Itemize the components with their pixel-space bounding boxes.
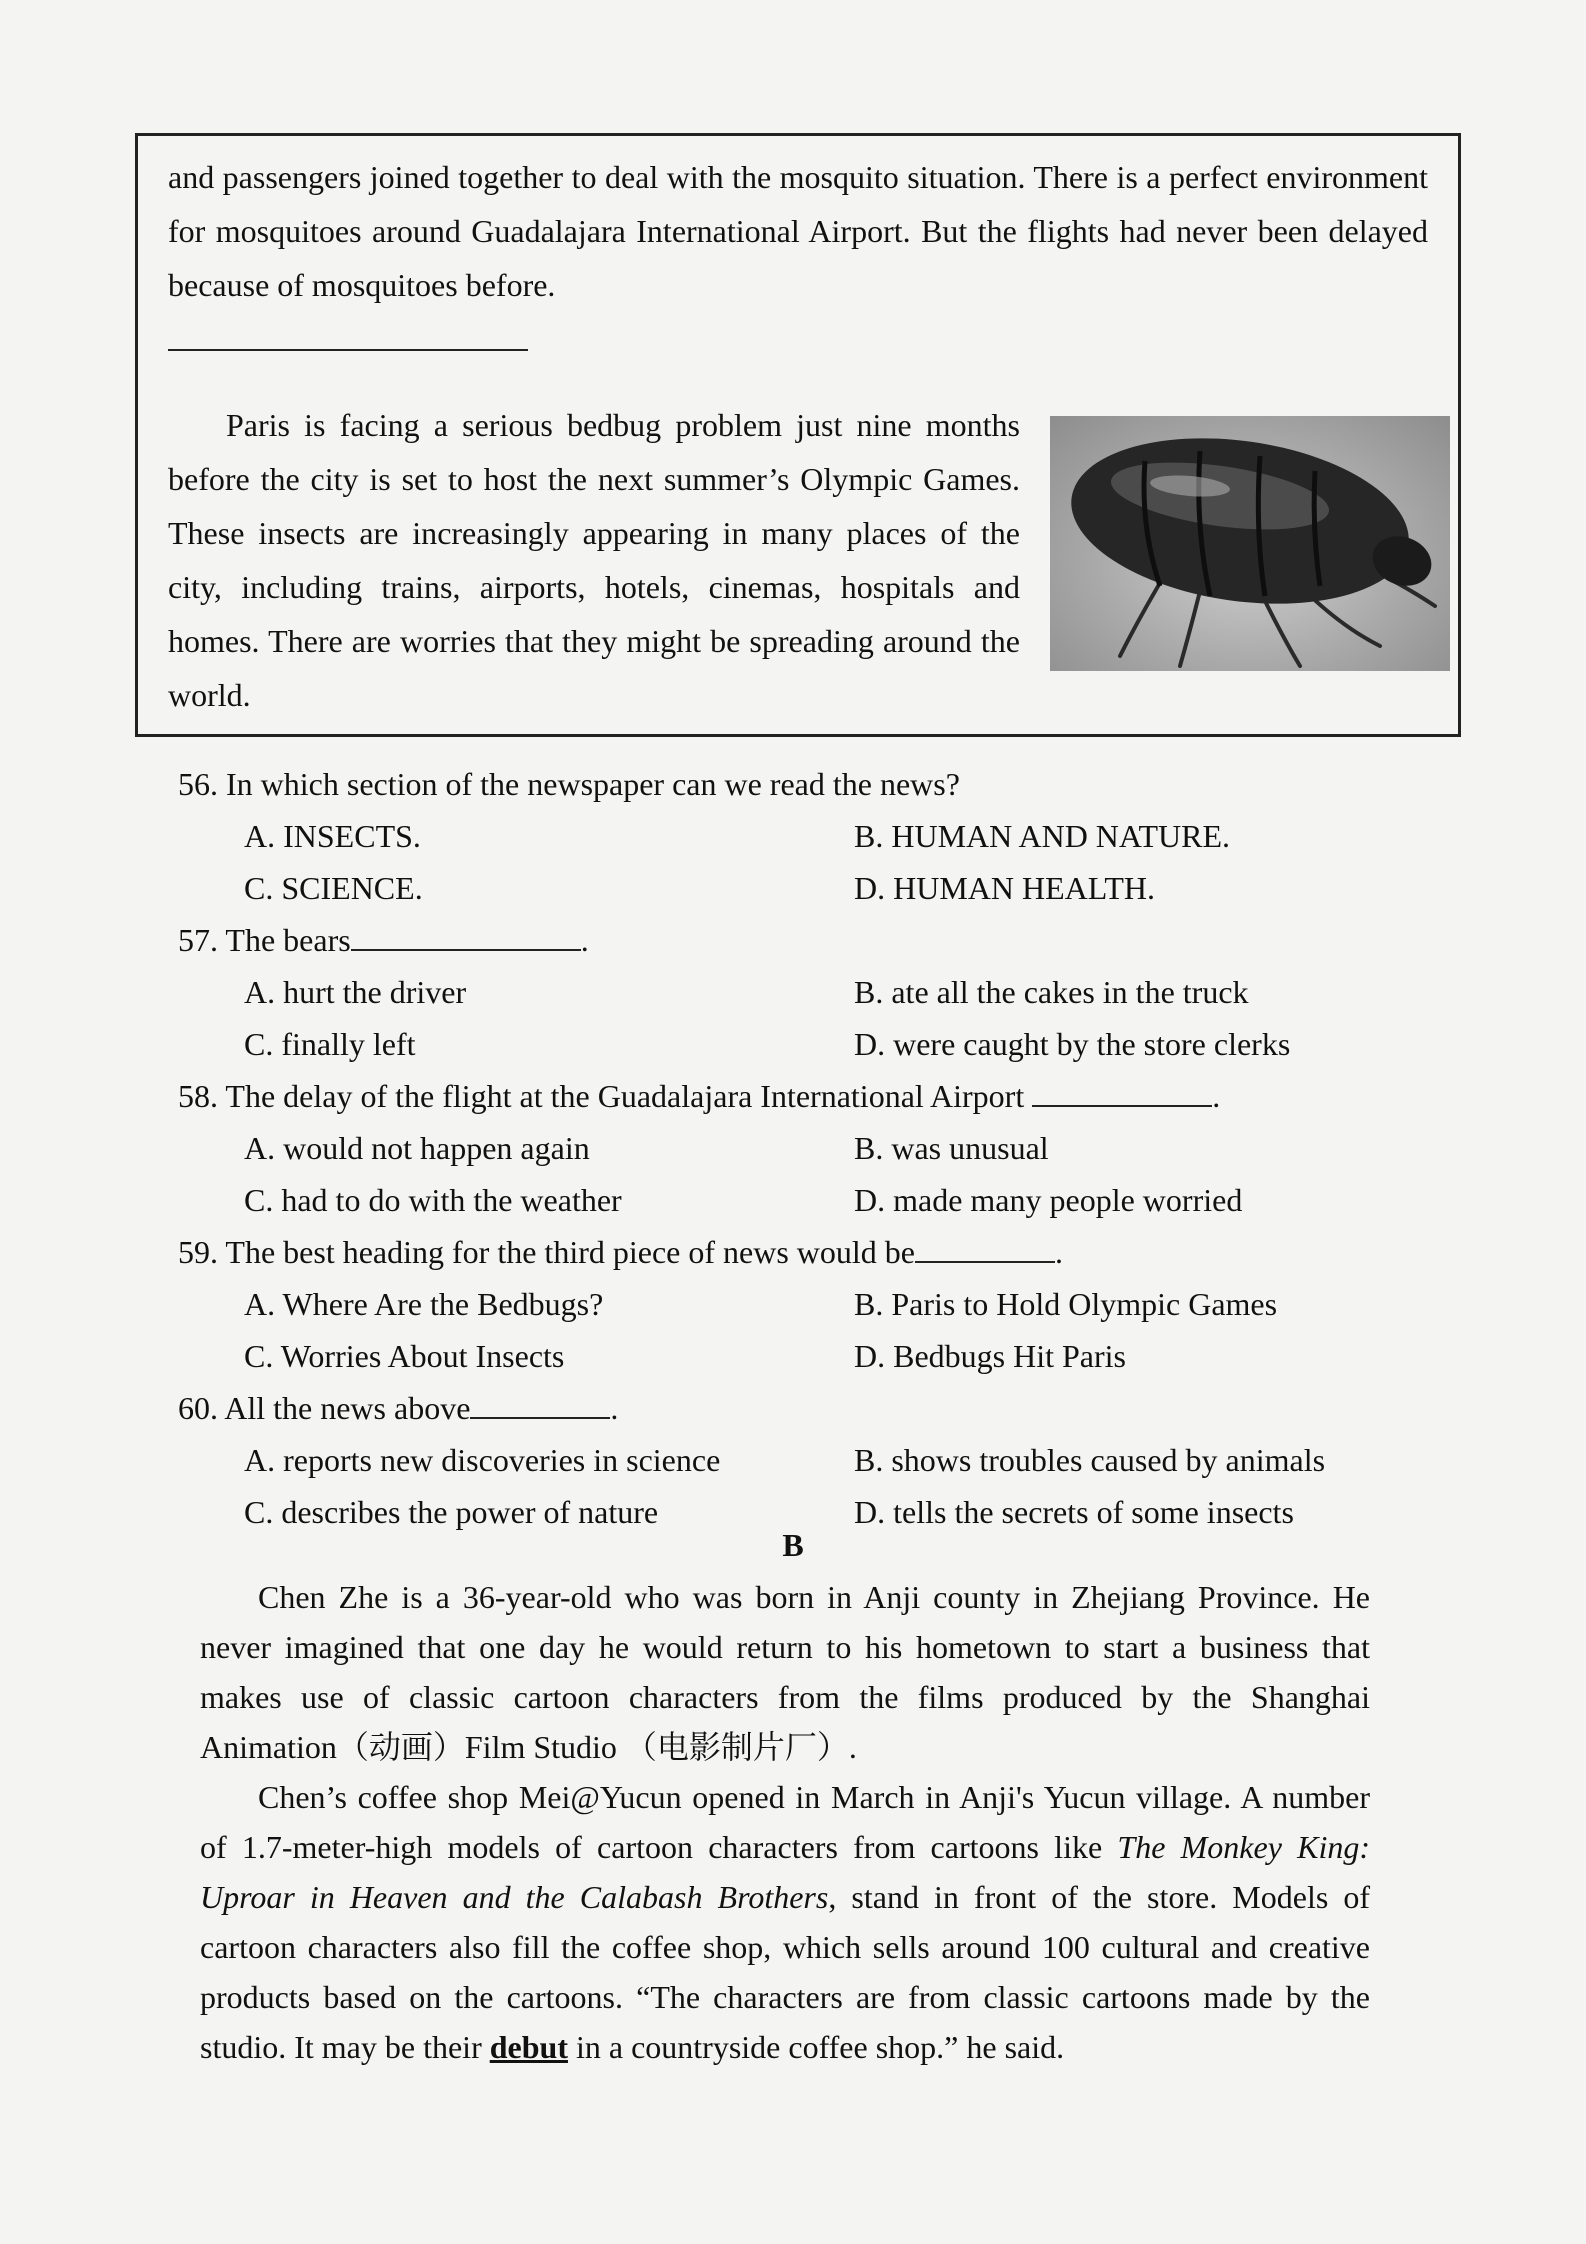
option-d: D. made many people worried	[854, 1182, 1243, 1218]
cartoon-titles: The Monkey King: Uproar in Heaven and the Calabash Brothers	[200, 1829, 1371, 1915]
option-a: A. reports new discoveries in science	[244, 1442, 721, 1478]
question-58	[178, 1070, 1408, 1226]
news-box	[135, 133, 1461, 737]
question-list	[178, 758, 1408, 1538]
option-c: C. finally left	[244, 1026, 416, 1062]
answer-blank	[1032, 1071, 1212, 1107]
option-d: D. HUMAN HEALTH.	[854, 870, 1156, 906]
stem-end: .	[1054, 1234, 1063, 1270]
passage-paragraph-1: Chen Zhe is a 36-year-old who was born in Anji county in Zhejiang Province. He never imagined that one day he would return to his hometown to start a business that makes use of classic cartoon characters from the films produced by the Shanghai Animation（动画）Film Studio （电影制片厂）.	[200, 1579, 1370, 1765]
stem-end: .	[1212, 1078, 1221, 1114]
option-c: C. SCIENCE.	[244, 870, 423, 906]
keyword-debut: debut	[489, 2029, 568, 2065]
answer-blank	[470, 1383, 610, 1419]
option-b: B. shows troubles caused by animals	[854, 1442, 1326, 1478]
passage-paragraph-2: Chen’s coffee shop Mei@Yucun opened in March in Anji's Yucun village. A number of 1.7-meter-high models of cartoon characters from cartoons like The Monkey King: Uproar in Heaven and the Calabash Brothers, stand in front of the store. Models of cartoon characters also fill the coffee shop, which sells around 100 cultural and creative products based on the cartoons. “The characters are from classic cartoons made by the studio. It may be their debut in a countryside coffee shop.” he said.	[200, 1779, 1371, 2065]
question-stem: 58. The delay of the flight at the Guadalajara International Airport	[178, 1078, 1025, 1114]
option-c: C. Worries About Insects	[244, 1338, 565, 1374]
reading-passage-b	[200, 1572, 1370, 2072]
question-stem: 56. In which section of the newspaper can we read the news?	[178, 766, 960, 802]
question-59	[178, 1226, 1408, 1382]
question-stem: 57. The bears	[178, 922, 351, 958]
option-c: C. describes the power of nature	[244, 1494, 659, 1530]
section-heading: B	[782, 1527, 804, 1563]
bedbug-photo	[1050, 416, 1450, 671]
mosquito-news-paragraph: and passengers joined together to deal with the mosquito situation. There is a perfect environment for mosquitoes around Guadalajara International Airport. But the flights had never been delayed because of mosquitoes before.	[168, 159, 1428, 303]
answer-blank	[915, 1227, 1055, 1263]
option-b: B. ate all the cakes in the truck	[854, 974, 1249, 1010]
option-a: A. INSECTS.	[244, 818, 421, 854]
stem-end: .	[580, 922, 589, 958]
option-a: A. hurt the driver	[244, 974, 467, 1010]
question-stem: 60. All the news above	[178, 1390, 471, 1426]
option-a: A. would not happen again	[244, 1130, 590, 1166]
bedbug-illustration	[1050, 416, 1450, 671]
option-a: A. Where Are the Bedbugs?	[244, 1286, 604, 1322]
stem-end: .	[610, 1390, 619, 1426]
question-60	[178, 1382, 1408, 1538]
question-56	[178, 758, 1408, 914]
answer-blank	[351, 915, 581, 951]
option-d: D. Bedbugs Hit Paris	[854, 1338, 1126, 1374]
bedbug-news-paragraph: Paris is facing a serious bedbug problem just nine months before the city is set to host the next summer’s Olympic Games. These insects are increasingly appearing in many places of the city, including trains, airports, hotels, cinemas, hospitals and homes. There are worries that they might be spreading around the world.	[168, 407, 1020, 713]
option-b: B. HUMAN AND NATURE.	[854, 818, 1231, 854]
option-c: C. had to do with the weather	[244, 1182, 622, 1218]
option-b: B. was unusual	[854, 1130, 1049, 1166]
option-d: D. were caught by the store clerks	[854, 1026, 1291, 1062]
option-b: B. Paris to Hold Olympic Games	[854, 1286, 1278, 1322]
bedbug-news	[168, 398, 1020, 722]
separator-line	[168, 349, 528, 351]
question-57	[178, 914, 1408, 1070]
question-stem: 59. The best heading for the third piece of news would be	[178, 1234, 915, 1270]
option-d: D. tells the secrets of some insects	[854, 1494, 1294, 1530]
